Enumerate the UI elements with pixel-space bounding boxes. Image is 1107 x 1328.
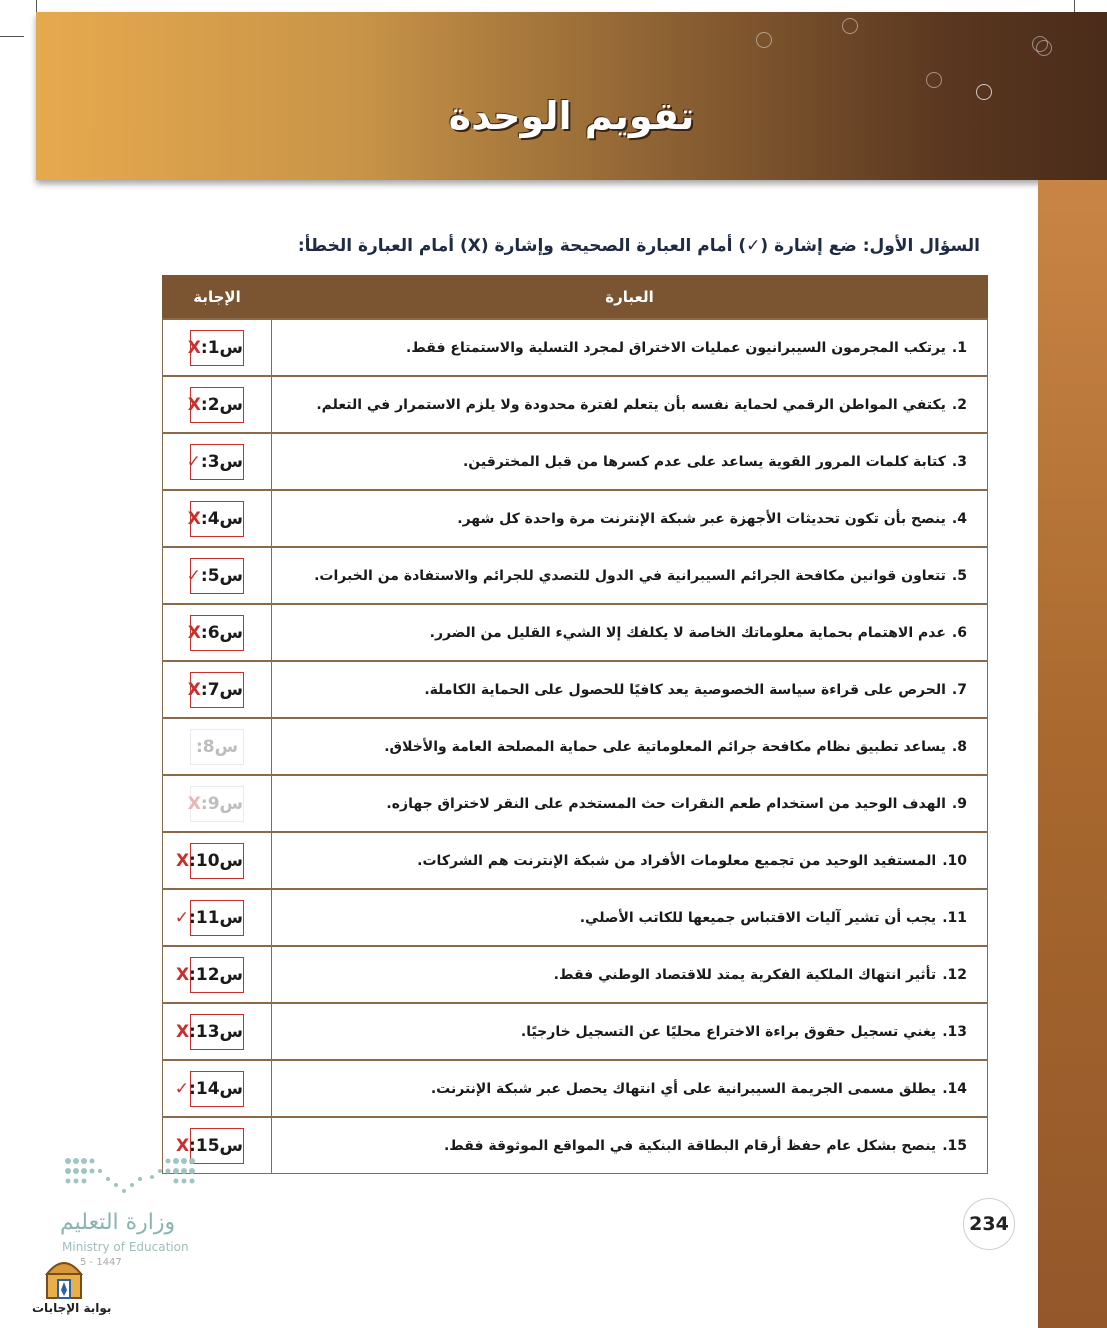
statement-cell <box>272 319 988 376</box>
answer-label: س7: <box>200 679 243 700</box>
question-instruction: ضع إشارة (✓) أمام العبارة الصحيحة وإشارة (X) أمام العبارة الخطأ: <box>297 236 857 256</box>
answer-cell <box>163 547 272 604</box>
answer-box <box>175 1014 244 1050</box>
statement-number: 2. <box>951 396 967 413</box>
answer-label: س14: <box>189 1078 243 1099</box>
answer-cell <box>163 718 272 775</box>
table-row <box>163 376 988 433</box>
answer-label: س12: <box>189 964 243 985</box>
table-row <box>163 775 988 832</box>
answer-label: س3: <box>200 451 243 472</box>
answer-mark: X <box>187 622 201 643</box>
statement-number: 10. <box>942 852 967 869</box>
answer-cell <box>163 832 272 889</box>
statement-text: يغني تسجيل حقوق براءة الاختراع محليًا عن التسجيل خارجيًا. <box>520 1023 937 1040</box>
answer-box <box>186 444 244 480</box>
ministry-name-arabic: وزارة التعليم <box>60 1210 176 1235</box>
page-title: تقويم الوحدة <box>448 94 695 138</box>
statement-number: 12. <box>942 966 967 983</box>
answer-cell <box>163 775 272 832</box>
table-row <box>163 604 988 661</box>
answer-label: س15: <box>189 1135 243 1156</box>
statement-number: 1. <box>951 339 967 356</box>
statement-cell <box>272 775 988 832</box>
table-row <box>163 547 988 604</box>
answer-cell <box>163 604 272 661</box>
answer-box <box>175 1128 244 1164</box>
statement-text: عدم الاهتمام بحماية معلوماتك الخاصة لا يكلفك إلا الشيء القليل من الضرر. <box>429 624 946 641</box>
statement-text: يساعد تطبيق نظام مكافحة جرائم المعلوماتية على حماية المصلحة العامة والأخلاق. <box>384 738 946 755</box>
statement-number: 3. <box>951 453 967 470</box>
answer-box <box>187 672 244 708</box>
statement-cell <box>272 832 988 889</box>
network-node-icon <box>842 18 858 34</box>
answer-label: س5: <box>200 565 243 586</box>
ministry-name-english: Ministry of Education <box>62 1240 189 1254</box>
statement-number: 6. <box>951 624 967 641</box>
site-name: بوابة الإجابات <box>32 1301 112 1315</box>
answer-box <box>190 729 244 765</box>
table-row <box>163 718 988 775</box>
answer-box <box>187 501 244 537</box>
statement-text: تتعاون قوانين مكافحة الجرائم السيبرانية في الدول للتصدي للجرائم والاستفادة من الخبرات. <box>314 567 946 584</box>
statement-number: 5. <box>951 567 967 584</box>
answer-mark: X <box>175 1021 190 1042</box>
table-row <box>163 889 988 946</box>
statement-text: الحرص على قراءة سياسة الخصوصية يعد كافيًا للحصول على الحماية الكاملة. <box>424 681 946 698</box>
answer-cell <box>163 889 272 946</box>
table-row <box>163 490 988 547</box>
network-node-icon <box>926 72 942 88</box>
table-row <box>163 1060 988 1117</box>
answer-cell <box>163 433 272 490</box>
statement-cell <box>272 889 988 946</box>
statement-text: المستفيد الوحيد من تجميع معلومات الأفراد من شبكة الإنترنت هم الشركات. <box>417 852 937 869</box>
answer-cell <box>163 946 272 1003</box>
statement-cell <box>272 490 988 547</box>
answer-mark: X <box>187 793 201 814</box>
table-header-row <box>163 276 988 320</box>
statement-cell <box>272 1060 988 1117</box>
answer-box <box>187 330 244 366</box>
statement-cell <box>272 718 988 775</box>
table-row <box>163 319 988 376</box>
answer-mark: X <box>175 964 190 985</box>
answer-label: س6: <box>200 622 243 643</box>
answer-box <box>187 387 244 423</box>
answer-label: س1: <box>200 337 243 358</box>
side-decoration-bar <box>1038 180 1107 1328</box>
answer-box <box>175 957 244 993</box>
answer-mark: X <box>187 394 201 415</box>
statement-text: يكتفي المواطن الرقمي لحماية نفسه بأن يتعلم لفترة محدودة ولا يلزم الاستمرار في التعلم. <box>316 396 946 413</box>
statement-text: تأثير انتهاك الملكية الفكرية يمتد للاقتصاد الوطني فقط. <box>553 966 937 983</box>
statement-cell <box>272 433 988 490</box>
answer-box <box>187 615 244 651</box>
true-false-table <box>162 275 988 1174</box>
question-heading <box>298 236 980 256</box>
statement-text: يرتكب المجرمون السيبرانيون عمليات الاختراق لمجرد التسلية والاستمتاع فقط. <box>405 339 946 356</box>
statement-cell <box>272 604 988 661</box>
statement-number: 9. <box>951 795 967 812</box>
answer-label: س8: <box>195 736 239 757</box>
statement-number: 7. <box>951 681 967 698</box>
statement-number: 11. <box>942 909 967 926</box>
answer-cell <box>163 376 272 433</box>
table-row <box>163 661 988 718</box>
ministry-year: 5 - 1447 <box>80 1257 122 1268</box>
answer-box <box>187 786 244 822</box>
site-logo-icon <box>44 1256 84 1300</box>
answer-mark: X <box>187 337 201 358</box>
answer-mark: ✓ <box>174 1078 190 1099</box>
network-node-icon <box>1036 40 1052 56</box>
answer-box <box>174 1071 244 1107</box>
statement-text: يطلق مسمى الجريمة السيبرانية على أي انتهاك يحصل عبر شبكة الإنترنت. <box>430 1080 937 1097</box>
answer-box <box>175 843 244 879</box>
statement-cell <box>272 946 988 1003</box>
answer-cell <box>163 319 272 376</box>
table-row <box>163 433 988 490</box>
statement-text: ينصح بأن تكون تحديثات الأجهزة عبر شبكة الإنترنت مرة واحدة كل شهر. <box>457 510 946 527</box>
answer-label: س4: <box>200 508 243 529</box>
answer-mark: X <box>187 679 201 700</box>
statement-text: يجب أن تشير آليات الاقتباس جميعها للكاتب الأصلي. <box>579 909 937 926</box>
statement-cell <box>272 661 988 718</box>
answer-label: س10: <box>189 850 243 871</box>
question-title: السؤال الأول: <box>862 236 980 256</box>
answer-mark: X <box>187 508 201 529</box>
page-number: 234 <box>963 1198 1015 1250</box>
statement-header: العبارة <box>272 276 988 320</box>
answer-box <box>174 900 244 936</box>
answer-label: س9: <box>200 793 243 814</box>
table-row <box>163 946 988 1003</box>
answer-label: س2: <box>200 394 243 415</box>
answer-mark: ✓ <box>174 907 190 928</box>
table-row <box>163 832 988 889</box>
answer-label: س11: <box>189 907 243 928</box>
answer-mark: ✓ <box>186 565 201 586</box>
answer-cell <box>163 490 272 547</box>
statement-cell <box>272 547 988 604</box>
statement-cell <box>272 376 988 433</box>
answer-mark: X <box>175 1135 190 1156</box>
answer-box <box>186 558 244 594</box>
statement-number: 8. <box>951 738 967 755</box>
statement-text: ينصح بشكل عام حفظ أرقام البطاقة البنكية في المواقع الموثوقة فقط. <box>443 1137 937 1154</box>
answer-mark: X <box>175 850 190 871</box>
statement-number: 14. <box>942 1080 967 1097</box>
answer-header: الإجابة <box>163 276 272 320</box>
statement-cell <box>272 1117 988 1174</box>
statement-text: الهدف الوحيد من استخدام طعم النقرات حث المستخدم على النقر لاختراق جهازه. <box>386 795 946 812</box>
answer-cell <box>163 1003 272 1060</box>
table-row <box>163 1003 988 1060</box>
statement-cell <box>272 1003 988 1060</box>
statement-number: 4. <box>951 510 967 527</box>
statement-number: 13. <box>942 1023 967 1040</box>
answer-label: س13: <box>189 1021 243 1042</box>
answer-cell <box>163 1060 272 1117</box>
statement-number: 15. <box>942 1137 967 1154</box>
answer-mark: ✓ <box>186 451 201 472</box>
network-node-icon <box>756 32 772 48</box>
header-banner <box>36 12 1107 180</box>
answer-cell <box>163 661 272 718</box>
table-row <box>163 1117 988 1174</box>
ministry-logo-dots-icon <box>62 1155 198 1197</box>
statement-text: كتابة كلمات المرور القوية يساعد على عدم كسرها من قبل المخترقين. <box>462 453 946 470</box>
